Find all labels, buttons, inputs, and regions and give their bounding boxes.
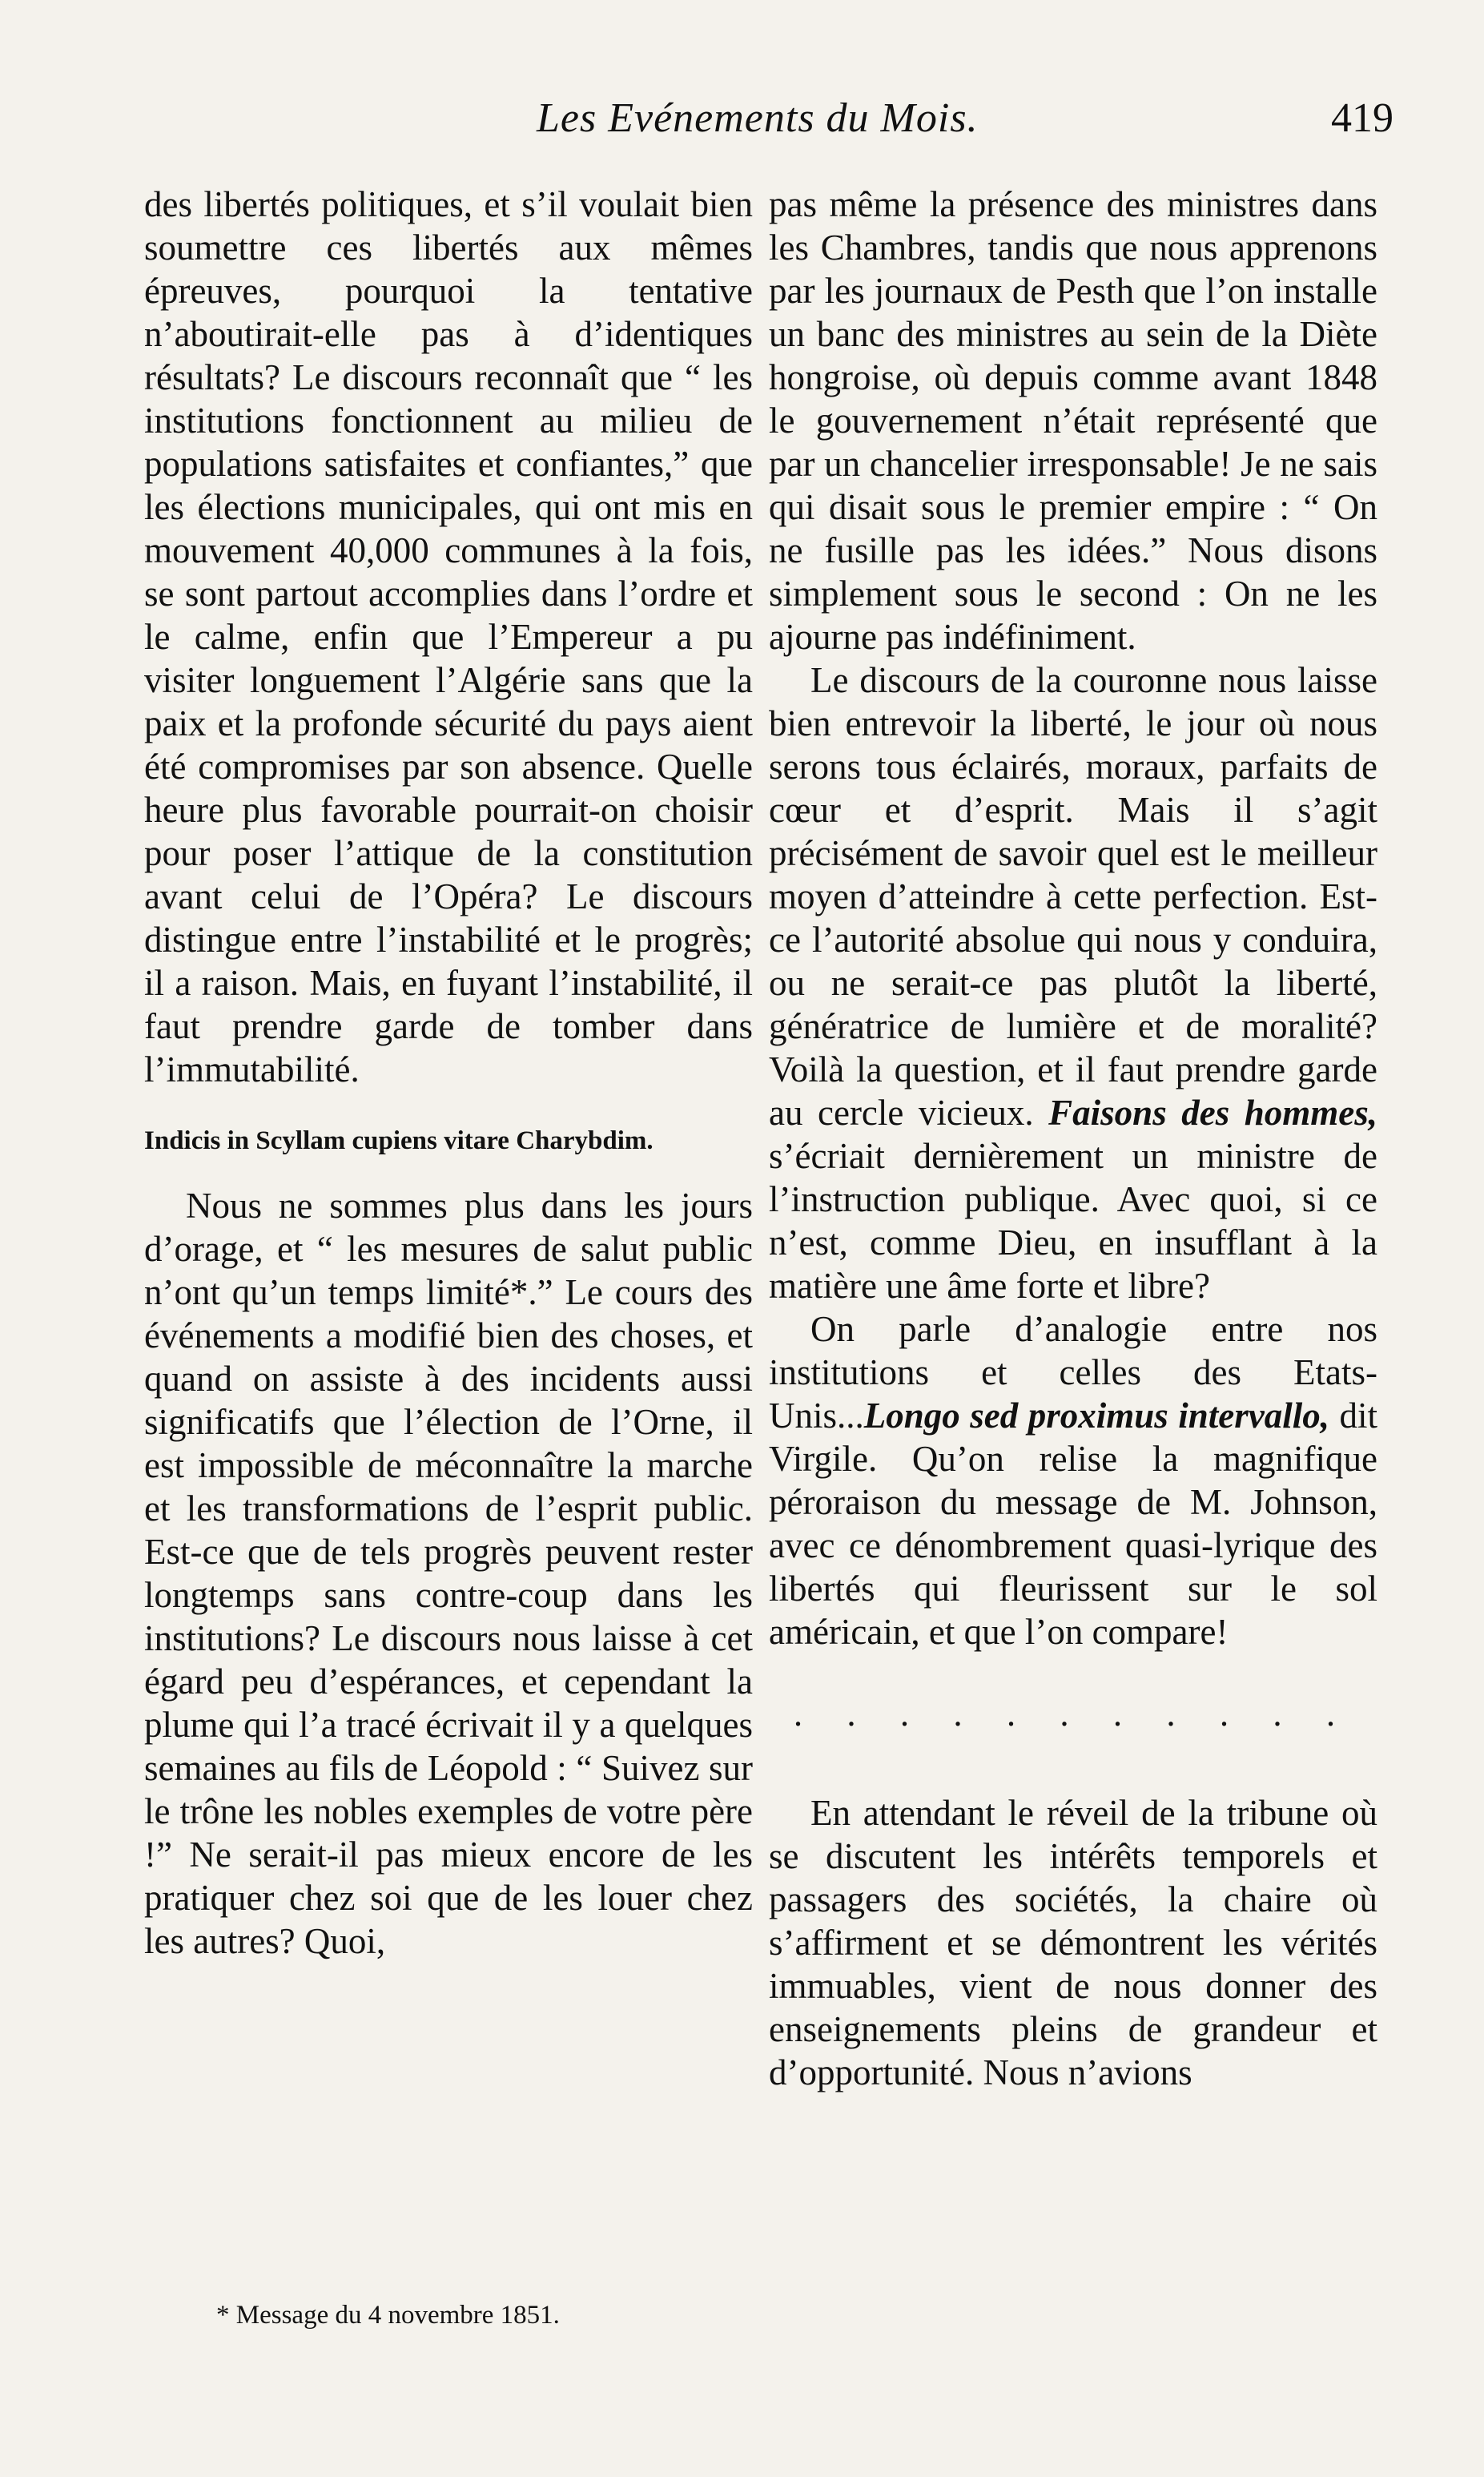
right-column <box>769 183 1377 2094</box>
left-paragraph-1: des libertés politiques, et s’il voulait bien soumettre ces libertés aux mêmes épreuves, pourquoi la tentative n’aboutirait-elle pas à d’identiques résultats? Le discours reconnaît que “ les institutions fonctionnent au milieu de populations satisfaites et confiantes,” que les élections municipales, qui ont mis en mouvement 40,000 communes à la fois, se sont partout accomplies dans l’ordre et le calme, enfin que l’Empereur a pu visiter longuement l’Algérie sans que la paix et la profonde sécurité du pays aient été compromises par son absence. Quelle heure plus favorable pourrait-on choisir pour poser l’attique de la constitution avant celui de l’Opéra? Le discours distingue entre l’instabilité et le progrès; il a raison. Mais, en fuyant l’instabilité, il faut prendre garde de tomber dans l’immutabilité. <box>144 184 753 1089</box>
right-paragraph-1: pas même la présence des ministres dans les Chambres, tandis que nous apprenons par les journaux de Pesth que l’on installe un banc des ministres au sein de la Diète hongroise, où depuis comme avant 1848 le gouvernement n’était représenté que par un chancelier irresponsable! Je ne sais qui disait sous le premier empire : “ On ne fusille pas les idées.” Nous disons simplement sous le second : On ne les ajourne pas indéfiniment. <box>769 184 1377 657</box>
section-dots-separator: . . . . . . . . . . . <box>793 1694 1353 1734</box>
left-paragraph-2: Nous ne sommes plus dans les jours d’orage, et “ les mesures de salut public n’ont qu’un temps limité*.” Le cours des événements a modifié bien des choses, et quand on assiste à des incidents aussi significatifs que l’élection de l’Orne, il est impossible de méconnaître la marche et les transformations de l’esprit public. Est-ce que de tels progrès peuvent rester longtemps sans contre-coup dans les institutions? Le discours nous laisse à cet égard peu d’espérances, et cependant la plume qui l’a tracé écrivait il y a quelques semaines au fils de Léopold : “ Suivez sur le trône les nobles exemples de votre père !” Ne serait-il pas mieux encore de les pratiquer chez soi que de les louer chez les autres? Quoi, <box>144 1186 753 1961</box>
right-paragraph-3-text-a: On parle d’analogie entre nos institutions et celles des Etats-Unis... <box>769 1309 1377 1436</box>
right-paragraph-3 <box>769 1307 1377 1653</box>
right-paragraph-2-text-b: s’écriait dernièrement un ministre de l’instruction publique. Avec quoi, si ce n’est, comme Dieu, en insufflant à la matière une âme forte et libre? <box>769 1136 1377 1306</box>
right-paragraph-2-text-a: Le discours de la couronne nous laisse bien entrevoir la liberté, le jour où nous serons tous éclairés, moraux, parfaits de cœur et d’esprit. Mais il s’agit précisément de savoir quel est le meilleur moyen d’atteindre à cette perfection. Est-ce l’autorité absolue qui nous y conduira, ou ne serait-ce pas plutôt la liberté, génératrice de lumière et de moralité? Voilà la question, et il faut prendre garde au cercle vicieux. <box>769 660 1377 1133</box>
footnote: * Message du 4 novembre 1851. <box>216 2301 560 2330</box>
running-title: Les Evénements du Mois. <box>537 95 979 141</box>
page-header <box>144 95 1394 167</box>
right-paragraph-3-italic: Longo sed proximus intervallo, <box>863 1396 1329 1436</box>
latin-epigraph: Indicis in Scyllam cupiens vitare Charybdim. <box>144 1126 654 1155</box>
right-paragraph-2 <box>769 659 1377 1307</box>
left-column <box>144 183 753 1963</box>
right-paragraph-2-italic: Faisons des hommes, <box>1048 1093 1378 1133</box>
right-paragraph-3-text-b: dit Virgile. Qu’on relise la magnifique péroraison du message de M. Johnson, avec ce dénombrement quasi-lyrique des libertés qui fleurissent sur le sol américain, et que l’on compare! <box>769 1396 1377 1652</box>
right-paragraph-4: En attendant le réveil de la tribune où se discutent les intérêts temporels et passagers des sociétés, la chaire où s’affirment et se démontrent les vérités immuables, vient de nous donner des enseignements pleins de grandeur et d’opportunité. Nous n’avions <box>769 1793 1377 2092</box>
page-number: 419 <box>1331 95 1394 141</box>
